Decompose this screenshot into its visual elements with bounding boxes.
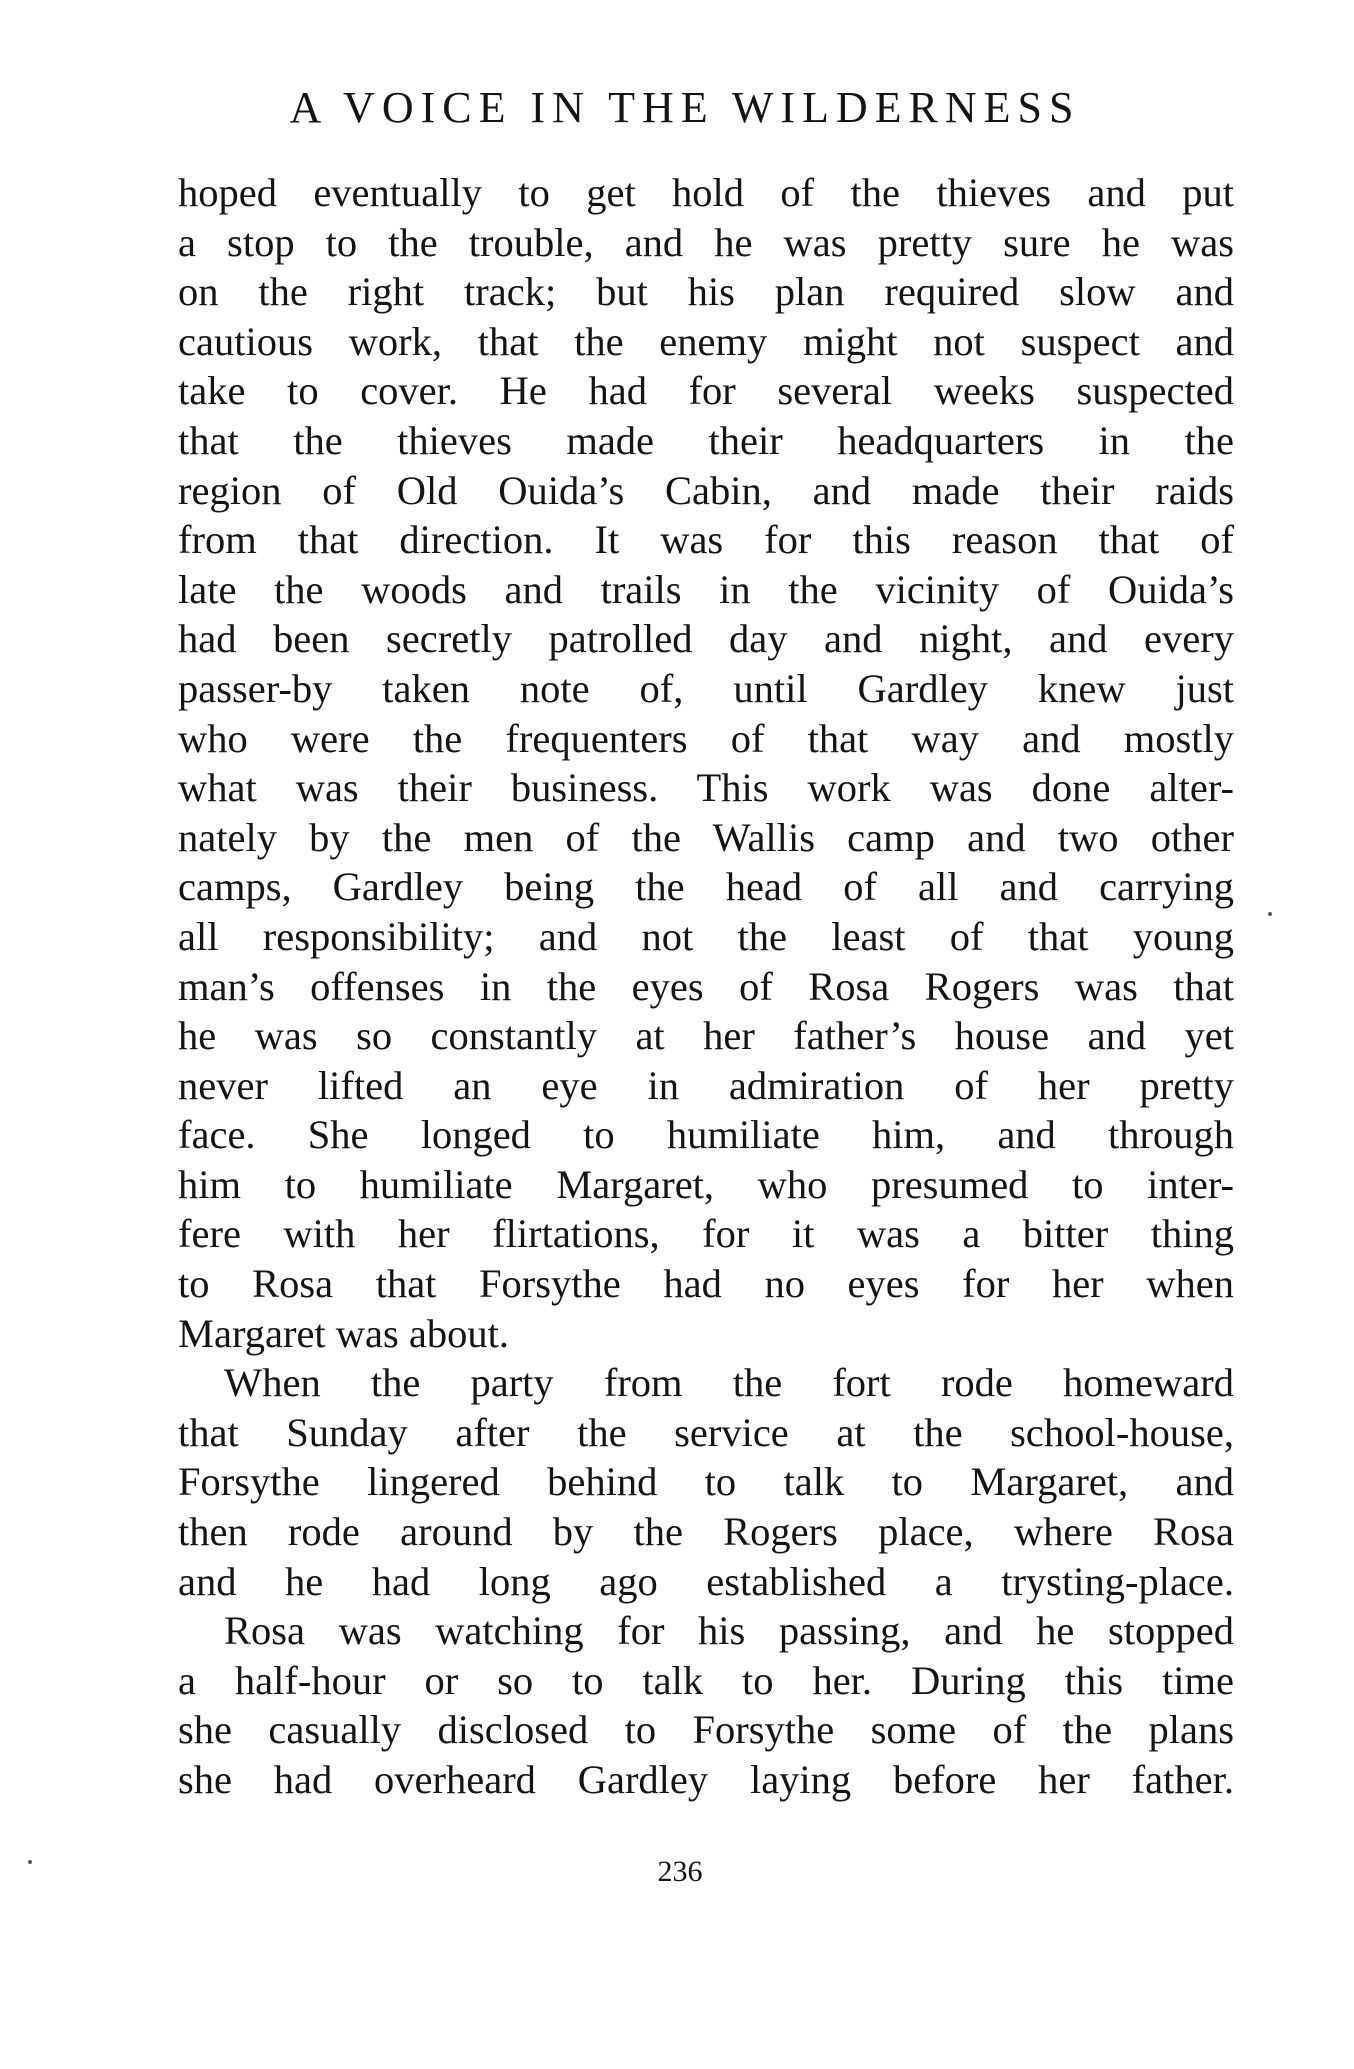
text-line: cautious work, that the enemy might not suspect and: [178, 318, 1234, 364]
page-number: 236: [657, 1855, 703, 1888]
text-line: nately by the men of the Wallis camp and two other: [178, 814, 1234, 860]
text-line: had been secretly patrolled day and night, and every: [178, 616, 1234, 662]
text-line: a half-hour or so to talk to her. During this time: [178, 1657, 1234, 1703]
text-line: man’s offenses in the eyes of Rosa Rogers was that: [178, 963, 1234, 1009]
text-line: never lifted an eye in admiration of her pretty: [178, 1062, 1234, 1108]
text-line: Rosa was watching for his passing, and he stopped: [224, 1608, 1234, 1654]
text-line: and he had long ago established a trysting-place.: [178, 1558, 1234, 1604]
text-line: late the woods and trails in the vicinity of Ouida’s: [178, 566, 1234, 612]
text-line: When the party from the fort rode homeward: [224, 1360, 1234, 1406]
print-speck: [1268, 912, 1272, 916]
text-line: that the thieves made their headquarters in the: [178, 417, 1234, 463]
text-line: who were the frequenters of that way and mostly: [178, 715, 1234, 761]
text-line: camps, Gardley being the head of all and carrying: [178, 864, 1234, 910]
text-line: all responsibility; and not the least of that young: [178, 913, 1234, 959]
text-line: him to humiliate Margaret, who presumed to inter-: [178, 1161, 1234, 1207]
print-speck: [28, 1860, 32, 1864]
text-line: she had overheard Gardley laying before her father.: [178, 1757, 1234, 1802]
text-line: face. She longed to humiliate him, and through: [178, 1112, 1234, 1158]
text-line: Margaret was about.: [178, 1310, 510, 1356]
text-line: take to cover. He had for several weeks suspected: [178, 368, 1234, 414]
text-line: region of Old Ouida’s Cabin, and made their raids: [178, 467, 1234, 513]
text-line: to Rosa that Forsythe had no eyes for her when: [178, 1261, 1234, 1307]
text-line: what was their business. This work was done alter-: [178, 765, 1234, 811]
text-line: from that direction. It was for this reason that of: [178, 517, 1234, 563]
text-line: that Sunday after the service at the school-house,: [178, 1409, 1234, 1455]
text-line: hoped eventually to get hold of the thieves and put: [178, 170, 1234, 215]
text-line: Forsythe lingered behind to talk to Margaret, and: [178, 1459, 1234, 1505]
text-line: passer-by taken note of, until Gardley knew just: [178, 665, 1234, 711]
body-text: [178, 168, 1234, 1805]
text-line: she casually disclosed to Forsythe some of the plans: [178, 1707, 1234, 1753]
running-head: A VOICE IN THE WILDERNESS: [289, 83, 1081, 132]
text-line: he was so constantly at her father’s house and yet: [178, 1013, 1234, 1059]
text-line: fere with her flirtations, for it was a bitter thing: [178, 1211, 1234, 1257]
text-line: a stop to the trouble, and he was pretty sure he was: [178, 219, 1234, 265]
text-line: then rode around by the Rogers place, where Rosa: [178, 1509, 1234, 1555]
text-line: on the right track; but his plan required slow and: [178, 269, 1234, 315]
